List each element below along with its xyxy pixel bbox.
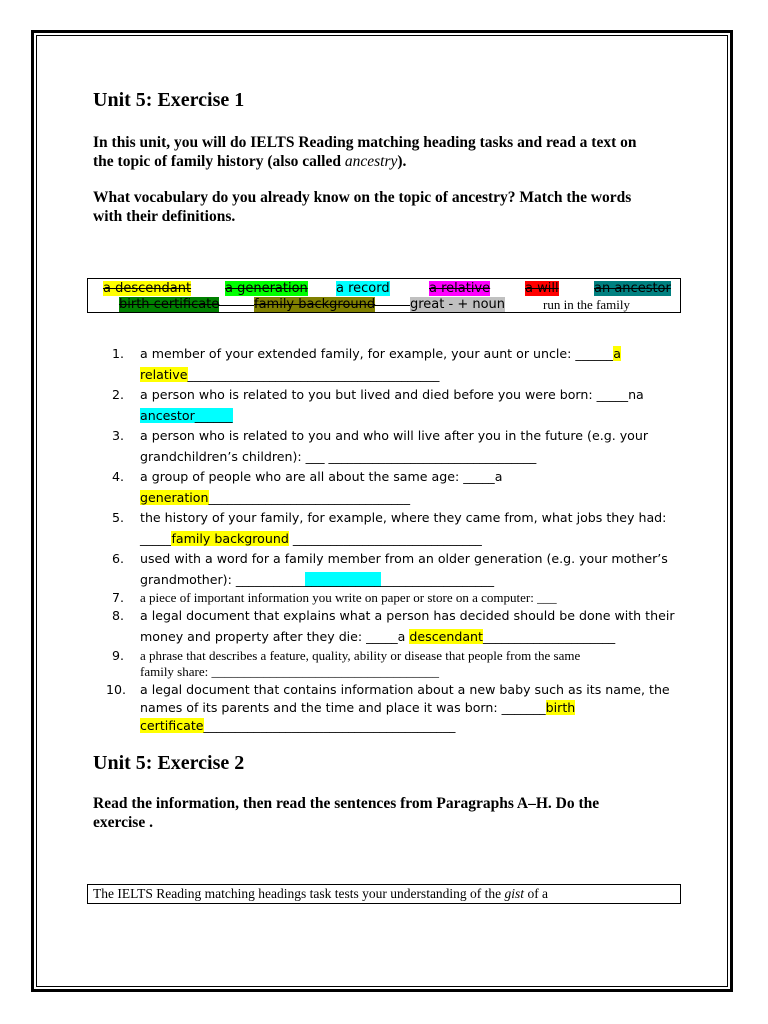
item-text: a phrase that describes a feature, quality, ability or disease that people from the same [140,648,581,663]
item-blank: _____________________ [482,629,616,644]
item-text: a piece of important information you write on paper or store on a computer: ___ [140,590,557,605]
item-number: 1. [112,346,125,361]
item-answer: birth [545,700,576,715]
item-number: 8. [112,608,125,623]
item-blank-pre: _____ [140,531,172,546]
item-text: a person who is related to you but lived and died before you were born: _____na [140,387,644,402]
item-blank: ______ [194,408,233,423]
word-great-noun: great - + noun [410,297,506,312]
word-a-record: a record [336,281,390,296]
word-separator-line [218,297,254,306]
list-item-5 [112,507,682,549]
item-answer-2: relative [140,367,188,382]
item-number: 3. [112,428,125,443]
item-text-2: names of its parents and the time and place it was born: _______ [140,700,546,715]
list-item-3 [112,425,682,467]
intro-emphasis: ancestry [344,153,398,170]
word-an-ancestor: an ancestor [594,281,671,296]
item-blank-pre: money and property after they die: _____a [140,629,410,644]
item-answer: family background [171,531,289,546]
word-run-in-the-family: run in the family [543,297,631,312]
word-a-will: a will [525,281,559,296]
item-number: 10. [106,682,127,697]
item-answer: descendant [409,629,483,644]
item-answer: generation [140,490,209,505]
word-a-descendant: a descendant [103,281,192,296]
item-answer: ____________ [305,572,381,587]
item-text: a person who is related to you and who will live after you in the future (e.g. your [140,428,649,443]
list-item-10 [106,681,692,735]
item-text: the history of your family, for example, where they came from, what jobs they had: [140,510,667,525]
intro-text-end: ). [397,153,407,170]
item-text: a member of your extended family, for example, your aunt or uncle: ______ [140,346,614,361]
list-item-4 [112,466,682,508]
item-blank: grandchildren’s children): ___ _________________________________ [140,449,537,464]
exercise-1-heading: Unit 5: Exercise 1 [93,89,245,111]
intro-text: In this unit, you will do IELTS Reading matching heading tasks and read a text on the topic of family history (also called [93,134,637,170]
item-answer-2: certificate [140,718,204,733]
item-answer: a [613,346,621,361]
exercise-2-heading: Unit 5: Exercise 2 [93,752,245,774]
word-a-relative: a relative [429,281,491,296]
list-item-8 [112,605,682,647]
item-number: 9. [112,648,125,663]
item-blank: ________________________________ [208,490,410,505]
list-item-1 [112,343,682,385]
item-number: 5. [112,510,125,525]
item-blank: ________________________________________ [187,367,440,382]
list-item-9 [112,648,682,680]
word-a-generation: a generation [225,281,308,296]
item-text: a group of people who are all about the same age: _____a [140,469,503,484]
word-box [87,278,681,313]
item-blank-pre: grandmother): ___________ [140,572,306,587]
info-box [87,884,681,904]
info-emphasis: gist [504,886,525,901]
item-text: a legal document that contains information about a new baby such as its name, the [140,682,670,697]
list-item-6 [112,548,682,590]
item-blank: ______________________________ [288,531,482,546]
item-text: used with a word for a family member from an older generation (e.g. your mother’s [140,551,668,566]
word-birth-certificate: birth certificate [119,297,220,312]
item-answer: ancestor [140,408,195,423]
info-text-end: of a [524,886,549,901]
item-text: a legal document that explains what a person has decided should be done with their [140,608,675,623]
list-item-2 [112,384,682,426]
item-number: 7. [112,590,125,605]
item-number: 2. [112,387,125,402]
word-separator-line-2 [374,297,410,306]
item-blank: ________________________________________ [203,718,456,733]
exercise-1-intro [93,133,653,171]
exercise-1-question: What vocabulary do you already know on the topic of ancestry? Match the words with their definitions. [93,189,632,225]
word-family-background: family background [254,297,376,312]
exercise-2-instruction: Read the information, then read the sentences from Paragraphs A–H. Do the exercise . [93,795,600,831]
item-blank: family share: ___________________________________ [140,664,439,679]
item-number: 4. [112,469,125,484]
item-blank: __________________ [380,572,495,587]
info-text: The IELTS Reading matching headings task tests your understanding of the [93,886,505,901]
item-number: 6. [112,551,125,566]
